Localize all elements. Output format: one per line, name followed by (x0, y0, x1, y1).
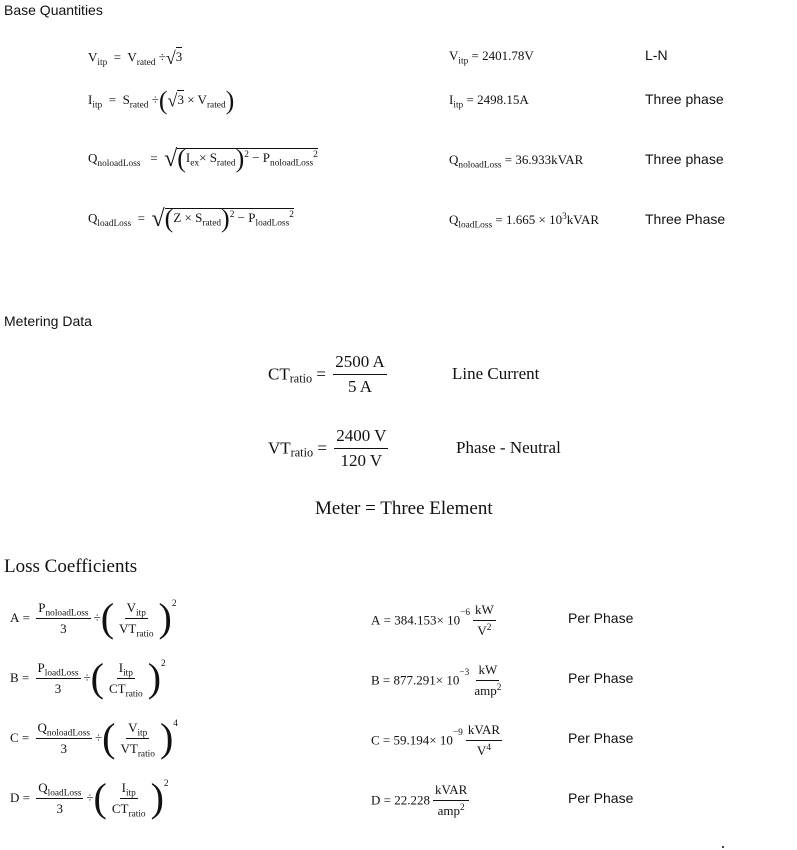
sub-top: noloadLoss (46, 727, 90, 738)
eq-sign: = (495, 212, 503, 227)
sub-rated: rated (202, 218, 222, 229)
inner-num (126, 720, 149, 739)
lhs-symbol: A (371, 612, 381, 628)
eq-sign: = (466, 92, 474, 107)
inner-num (120, 780, 138, 799)
paren-open-icon: ( (177, 144, 186, 174)
value-a (371, 602, 499, 639)
meter-type: Meter = Three Element (315, 498, 493, 519)
sub-rated: rated (129, 100, 149, 111)
loss-num (36, 780, 83, 799)
loss-num (36, 720, 92, 739)
coef-value: 59.194 (393, 732, 430, 748)
formula-a (10, 595, 177, 640)
times-sign: × (435, 672, 444, 688)
sub: itp (136, 607, 146, 618)
formula-ct-ratio (268, 352, 390, 397)
exp-two: 2 (244, 150, 249, 161)
exp: −9 (452, 728, 463, 739)
sym-s-rated: S (195, 210, 203, 226)
unit-den-exp: 2 (459, 802, 465, 813)
times-sign: × (199, 150, 207, 166)
sym-q: Q (88, 150, 98, 166)
sym-z: Z (173, 210, 182, 226)
sub-rated: rated (216, 158, 236, 169)
sym-i: I (449, 92, 454, 107)
sub-ratio: ratio (290, 445, 314, 460)
ten: 10 (439, 732, 453, 748)
loss-den: 3 (60, 740, 67, 756)
sub-ratio: ratio (289, 371, 313, 386)
paren-open-icon: ( (90, 655, 104, 700)
sub-noload: noloadLoss (458, 160, 502, 171)
vt-den: 120 V (340, 451, 383, 470)
stray-dot (722, 846, 724, 848)
coef-value: 877.291 (393, 672, 436, 688)
value: 2401.78V (482, 48, 534, 63)
unit-den-sym: amp (474, 683, 497, 698)
times-sign: × (187, 91, 195, 107)
paren-close-icon: ) (235, 144, 245, 174)
lhs-symbol: B (10, 670, 19, 685)
eq-sign: = (504, 152, 513, 167)
paren-open-icon: ( (164, 204, 174, 234)
note-per-phase: Per Phase (568, 730, 634, 746)
power: 4 (173, 719, 178, 730)
unit-num: kW (476, 662, 499, 681)
unit-den-sym: amp (437, 803, 460, 818)
lhs-symbol: C (371, 732, 380, 748)
eq-sign: = (21, 730, 30, 745)
loss-den: 3 (56, 800, 64, 816)
sqrt-icon: √ (151, 206, 165, 232)
result-qload (449, 211, 600, 231)
sym-p: P (248, 210, 256, 226)
note-line-current: Line Current (452, 364, 540, 383)
loss-num (36, 660, 81, 679)
sub-load: loadLoss (458, 220, 493, 231)
unit-den-exp: 2 (486, 622, 492, 633)
formula-qload (88, 206, 294, 233)
formula-d (10, 775, 169, 820)
eq-sign: = (317, 438, 327, 458)
div-sign: ÷ (158, 49, 166, 65)
note-per-phase: Per Phase (568, 790, 634, 806)
sqrt-three: 3 (177, 91, 184, 107)
note-per-phase: Per Phase (568, 610, 634, 626)
sub-load: loadLoss (97, 218, 132, 229)
times-sign: × (436, 612, 444, 628)
formula-vt-ratio (268, 426, 391, 471)
unit-den-sym: V (477, 623, 487, 638)
unit-fraction (433, 782, 469, 819)
power: 2 (161, 659, 166, 670)
exp: −6 (460, 608, 471, 619)
sym: VT (119, 620, 137, 636)
sym: I (118, 659, 124, 675)
power: 2 (163, 779, 169, 790)
inner-num (117, 660, 135, 679)
sqrt-three: 3 (175, 49, 183, 65)
result-vitp (449, 48, 534, 67)
sym-iex: I (185, 150, 191, 166)
sym-q: Q (449, 152, 459, 167)
sqrt-body (177, 144, 318, 174)
div-sign: ÷ (83, 670, 91, 685)
inner-den (107, 679, 145, 697)
sym-v: V (449, 48, 459, 63)
ct-fraction (333, 352, 387, 397)
times-sign: × (538, 212, 546, 227)
vt-fraction (334, 426, 388, 471)
paren-close-icon: ) (225, 86, 235, 115)
formula-b (10, 655, 166, 700)
paren-open-icon: ( (100, 595, 115, 640)
section-title-loss: Loss Coefficients (4, 556, 138, 577)
sub-rated: rated (206, 100, 226, 111)
paren-open-icon: ( (93, 775, 107, 820)
sym: VT (120, 740, 138, 756)
loss-den: 3 (54, 680, 62, 696)
inner-den (110, 799, 148, 817)
times-sign: × (184, 210, 192, 226)
eq-sign: = (383, 792, 391, 808)
sym-q: Q (449, 212, 459, 227)
note-three-phase: Three phase (645, 91, 724, 107)
inner-fraction (107, 660, 145, 697)
exp-two: 2 (229, 210, 235, 221)
paren-open-icon: ( (158, 86, 168, 115)
value-c (371, 722, 505, 759)
sym: CT (111, 800, 129, 816)
inner-fraction (110, 780, 148, 817)
sym-s-rated: S (209, 150, 217, 166)
sym-top: P (38, 599, 46, 615)
paren-close-icon: ) (150, 775, 164, 820)
sym: CT (108, 680, 126, 696)
eq-sign: = (382, 732, 391, 748)
formula-c (10, 715, 178, 760)
sub-itp: itp (97, 57, 108, 68)
minus-sign: − (237, 210, 245, 226)
eq-sign: = (137, 210, 145, 226)
unit-num: kW (473, 602, 496, 621)
coef-value: 384.153 (394, 612, 437, 628)
loss-fraction (36, 660, 81, 697)
eq-sign: = (22, 610, 30, 625)
ten: 10 (447, 612, 461, 628)
sym-ct: CT (268, 364, 290, 384)
section-title-metering: Metering Data (4, 313, 92, 329)
value: 2498.15A (477, 92, 529, 107)
section-title-base: Base Quantities (4, 2, 103, 18)
div-sign: ÷ (151, 91, 159, 107)
lhs-symbol: D (371, 792, 381, 808)
times-sign: × (429, 732, 437, 748)
coef-value: 22.228 (394, 792, 430, 808)
value-d (371, 782, 472, 819)
value: 1.665 (505, 212, 536, 227)
unit-den (472, 681, 503, 699)
sqrt-icon: √ (164, 146, 178, 172)
sub-load: loadLoss (255, 218, 290, 229)
inner-fraction (118, 720, 156, 757)
formula-vitp (88, 48, 182, 69)
power: 2 (171, 599, 177, 610)
div-sign: ÷ (95, 730, 103, 745)
sub-rated: rated (136, 57, 156, 68)
unit-num: kVAR (433, 782, 469, 801)
sub-top: loadLoss (44, 667, 79, 678)
sub: itp (123, 667, 133, 678)
sub-noload: noloadLoss (97, 158, 141, 169)
sub-ex: ex (190, 158, 200, 169)
sqrt-icon: √ (165, 48, 176, 68)
unit-num: kVAR (466, 722, 502, 741)
sym-vt: VT (268, 438, 291, 458)
sym-top: Q (38, 779, 48, 795)
sym-v-rated: V (197, 91, 207, 107)
unit: kVAR (566, 212, 600, 227)
unit-fraction (466, 722, 502, 759)
eq-sign: = (108, 91, 117, 107)
sub: itp (125, 787, 136, 798)
value: 36.933kVAR (515, 152, 584, 167)
lhs-symbol: D (10, 790, 20, 805)
note-three-phase: Three phase (645, 151, 724, 167)
ten: 10 (549, 212, 563, 227)
exp-two: 2 (289, 210, 294, 221)
result-iitp (449, 92, 529, 111)
exp-two: 2 (313, 150, 318, 161)
inner-den (118, 739, 156, 757)
formula-iitp (88, 88, 234, 114)
sub-top: loadLoss (47, 787, 82, 798)
sub: ratio (125, 688, 143, 699)
note-phase-neutral: Phase - Neutral (456, 438, 561, 457)
paren-close-icon: ) (158, 595, 172, 640)
div-sign: ÷ (93, 610, 101, 625)
eq-sign: = (316, 364, 326, 384)
formula-qnoload (88, 146, 318, 173)
ct-den: 5 A (348, 377, 373, 396)
result-qnoload (449, 152, 584, 171)
lhs-symbol: B (371, 672, 380, 688)
sqrt-body (164, 204, 294, 234)
sub: ratio (128, 808, 146, 819)
sym-v: V (88, 49, 98, 65)
unit-fraction (473, 602, 496, 639)
unit-fraction (472, 662, 503, 699)
unit-den-sym: V (476, 743, 487, 758)
note-per-phase: Per Phase (568, 670, 634, 686)
note-ln: L-N (645, 47, 668, 63)
sub: ratio (136, 628, 154, 639)
sym: V (126, 599, 137, 615)
eq-sign: = (113, 49, 122, 65)
loss-fraction (36, 720, 92, 757)
paren-close-icon: ) (159, 715, 174, 760)
unit-den-exp: 4 (486, 742, 491, 753)
minus-sign: − (252, 150, 260, 166)
eq-sign: = (21, 670, 30, 685)
ct-num: 2500 A (333, 352, 387, 375)
sym-i: I (88, 91, 93, 107)
sub: ratio (137, 748, 155, 759)
loss-num (36, 600, 90, 619)
sub-top: noloadLoss (45, 607, 89, 618)
loss-fraction (36, 780, 83, 817)
exp: −3 (459, 668, 470, 679)
unit-den-exp: 2 (496, 682, 502, 693)
sub-itp: itp (92, 100, 103, 111)
unit-den (475, 741, 493, 759)
note-three-phase-cap: Three Phase (645, 211, 726, 227)
paren-close-icon: ) (147, 655, 162, 700)
sym-top: P (37, 659, 45, 675)
loss-den: 3 (60, 620, 67, 636)
sub-noload: noloadLoss (270, 158, 314, 169)
sym: I (121, 779, 126, 795)
loss-fraction (36, 600, 90, 637)
div-sign: ÷ (86, 790, 94, 805)
sub-itp: itp (458, 56, 469, 67)
eq-sign: = (22, 790, 30, 805)
eq-sign: = (150, 150, 158, 166)
inner-fraction (117, 600, 155, 637)
sub-itp: itp (453, 100, 464, 111)
eq-sign: = (471, 48, 479, 63)
lhs-symbol: C (10, 730, 19, 745)
sym-s-rated: S (122, 91, 130, 107)
eq-sign: = (382, 672, 391, 688)
unit-den (436, 801, 467, 819)
unit-den (475, 621, 493, 639)
sym-q: Q (88, 210, 98, 226)
sub: itp (137, 727, 148, 738)
inner-num (125, 600, 148, 619)
sqrt-icon: √ (167, 90, 178, 111)
exp: 3 (562, 211, 567, 222)
paren-open-icon: ( (102, 715, 116, 760)
lhs-symbol: A (10, 610, 20, 625)
ten: 10 (446, 672, 460, 688)
inner-den (117, 619, 155, 637)
vt-num: 2400 V (334, 426, 388, 449)
paren-close-icon: ) (221, 204, 230, 234)
sym-v-rated: V (127, 49, 137, 65)
value-b (371, 662, 506, 699)
sym-top: Q (37, 719, 47, 735)
eq-sign: = (383, 612, 391, 628)
sym: V (128, 719, 138, 735)
sym-p: P (262, 150, 271, 166)
